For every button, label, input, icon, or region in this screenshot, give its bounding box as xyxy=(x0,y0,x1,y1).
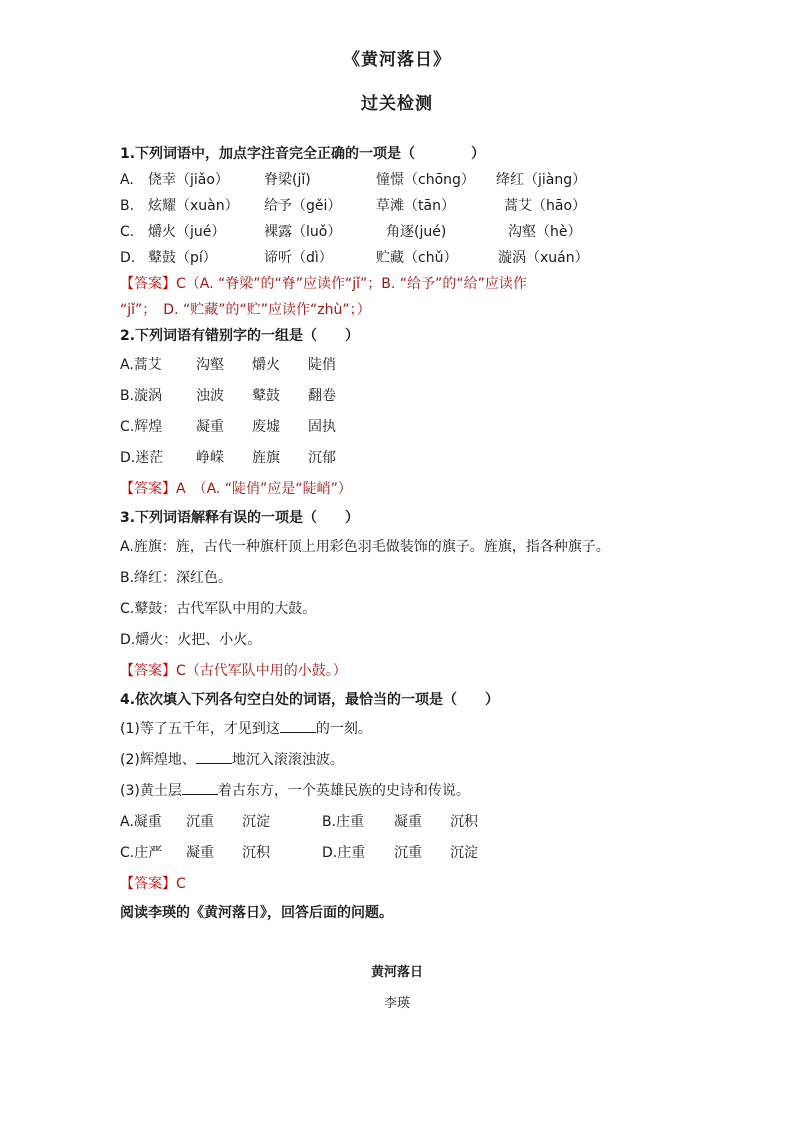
q1-option-d: D. 鼙鼓（pí） 谛听（dì） 贮藏（chǔ） 漩涡（xuán） xyxy=(120,250,589,266)
q3-option-a: A.旌旗：旌，古代一种旗杆顶上用彩色羽毛做装饰的旗子。旌旗，指各种旗子。 xyxy=(120,539,610,555)
q3-answer xyxy=(120,660,347,680)
q1-option-c: C. 爝火（jué） 裸露（luǒ） 角逐(jué) 沟壑（hè） xyxy=(120,224,582,240)
q4-sentence-2: (2)辉煌地、 地沉入滚滚浊波。 xyxy=(120,752,344,768)
reading-prompt: 阅读李瑛的《黄河落日》，回答后面的问题。 xyxy=(120,905,393,921)
q1-answer-text-1: C（A. “脊梁”的“脊”应读作“jǐ”；B. “给予”的“给”应读作 xyxy=(176,276,527,292)
q4-answer-text: C xyxy=(176,876,186,892)
q2-option-b: B.漩涡 浊波 鼙鼓 翻卷 xyxy=(120,388,336,404)
q4-options-cd: C.庄严 凝重 沉积 D.庄重 沉重 沉淀 xyxy=(120,845,478,861)
q4-sentence-3: (3)黄土层 着古东方，一个英雄民族的史诗和传说。 xyxy=(120,783,470,799)
q4-sentence-1: (1)等了五千年，才见到这 的一刻。 xyxy=(120,721,372,737)
q2-answer xyxy=(120,478,352,498)
q4-stem: 4.依次填入下列各句空白处的词语，最恰当的一项是（ ） xyxy=(120,692,500,708)
answer-label: 【答案】 xyxy=(120,481,176,497)
q2-option-a: A.蒿艾 沟壑 爝火 陡俏 xyxy=(120,357,336,373)
fill-blank xyxy=(280,720,316,733)
poem-title: 黄河落日 xyxy=(370,965,423,980)
answer-label: 【答案】 xyxy=(120,663,176,679)
fill-blank xyxy=(182,782,218,795)
q3-option-b: B.绛红：深红色。 xyxy=(120,570,233,586)
doc-title: 《黄河落日》 xyxy=(343,50,451,70)
q3-answer-text: C（古代军队中用的小鼓。） xyxy=(176,663,347,679)
q1-option-a: A. 侥幸（jiǎo） 脊梁(jǐ) 憧憬（chōng） 绛红（jiàng） xyxy=(120,172,587,188)
doc-subtitle: 过关检测 xyxy=(361,94,433,114)
q3-stem: 3.下列词语解释有误的一项是（ ） xyxy=(120,510,360,526)
fill-blank xyxy=(196,751,232,764)
q1-answer xyxy=(120,273,527,293)
q2-option-d: D.迷茫 峥嵘 旌旗 沉郁 xyxy=(120,450,336,466)
answer-label: 【答案】 xyxy=(120,876,176,892)
q3-option-c: C.鼙鼓：古代军队中用的大鼓。 xyxy=(120,601,317,617)
q1-option-b: B. 炫耀（xuàn） 给予（gěi） 草滩（tān） 蒿艾（hāo） xyxy=(120,198,587,214)
q4-options-ab: A.凝重 沉重 沉淀 B.庄重 凝重 沉积 xyxy=(120,814,478,830)
q1-stem: 1.下列词语中，加点字注音完全正确的一项是（ ） xyxy=(120,146,486,162)
q1-answer-cont: “jǐ”； D. “贮藏”的“贮”应读作“zhù”；） xyxy=(120,302,371,318)
q2-answer-text: A （A. “陡俏”应是“陡峭”） xyxy=(176,481,352,497)
answer-label: 【答案】 xyxy=(120,276,176,292)
q4-answer xyxy=(120,873,186,893)
q2-option-c: C.辉煌 凝重 废墟 固执 xyxy=(120,419,336,435)
q2-stem: 2.下列词语有错别字的一组是（ ） xyxy=(120,328,360,344)
q3-option-d: D.爝火：火把、小火。 xyxy=(120,632,262,648)
poem-author: 李瑛 xyxy=(383,996,410,1011)
